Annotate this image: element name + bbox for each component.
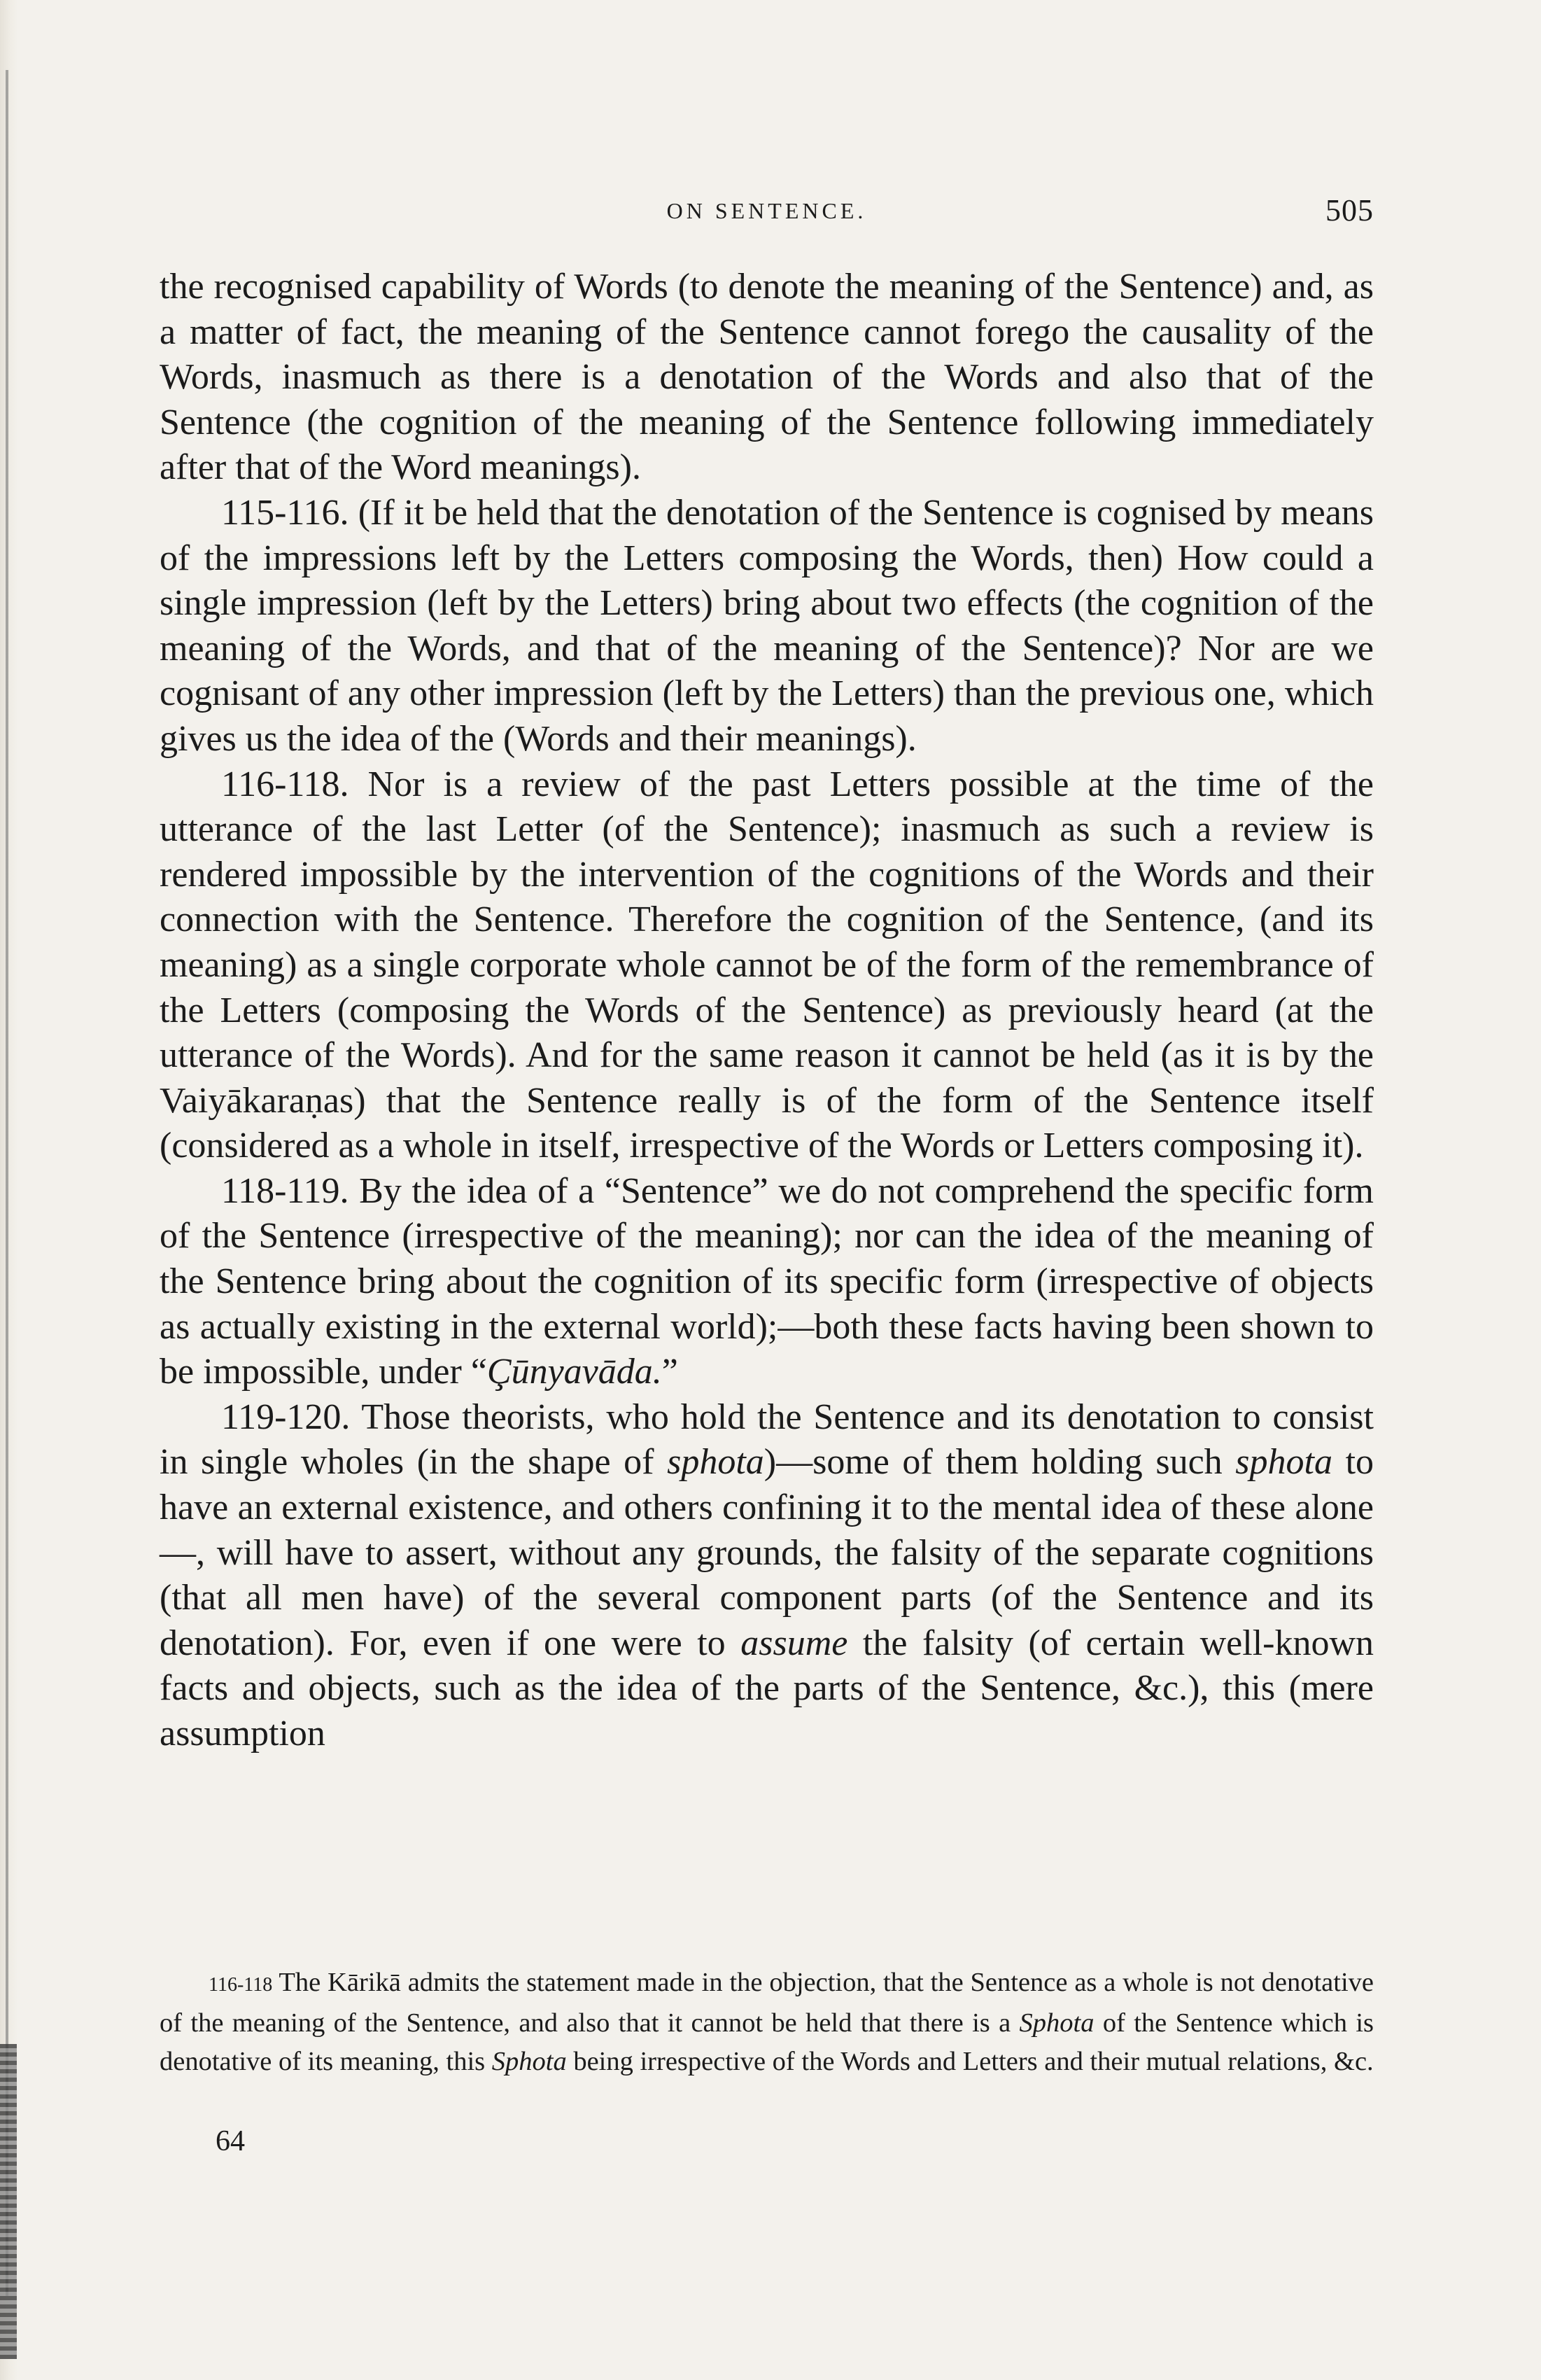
binding-scan-artifact <box>0 2044 17 2359</box>
footnote <box>160 1963 1374 2081</box>
verse-number: 119-120. <box>221 1396 351 1437</box>
paragraph-116-118 <box>160 762 1374 1169</box>
italic-term: sphota <box>1235 1442 1332 1483</box>
page-header <box>160 192 1374 234</box>
paragraph-text: to have an external existence, and others confining it to the mental idea of these alone—, will have to assert, without any grounds, the falsity of the separate cognitions (that all men have) of the several component parts (of the Sentence and its denotation). For, even if one were to <box>160 1442 1374 1663</box>
footnote-marker: 116-118 <box>209 1974 273 1996</box>
paragraph-text: (If it be held that the denotation of the Sentence is cognised by means of the impressions left by the Letters composing the Words, then) How could a single impression (left by the Letters) bring about two effects (the cognition of the meaning of the Words, and that of the meaning of the Sentence)? Nor are we cognisant of any other impression (left by the Letters) than the previous one, which gives us the idea of the (Words and their meanings). <box>160 492 1374 759</box>
paragraph-text: )—some of them holding such <box>764 1442 1223 1483</box>
paragraph-text: the falsity (of certain well-known facts and objects, such as the idea of the parts of the Sentence, &c.), this (mere assumption <box>160 1623 1374 1754</box>
paragraph-115-116 <box>160 491 1374 762</box>
footnote-text: The Kārikā admits the statement made in the objection, that the Sentence as a whole is not denotative of the meaning of the Sentence, and also that it cannot be held that there is a <box>160 1968 1374 2038</box>
page-number: 505 <box>1325 193 1374 227</box>
footnote-paragraph <box>160 1963 1374 2081</box>
running-head: ON SENTENCE. <box>666 198 867 223</box>
footnote-text: being irrespective of the Words and Letters and their mutual relations, &c. <box>573 2047 1374 2076</box>
italic-term: Sphota <box>491 2047 567 2076</box>
verse-number: 118-119. <box>221 1170 349 1211</box>
italic-term: sphota <box>667 1442 764 1483</box>
paragraph-119-120 <box>160 1395 1374 1757</box>
italic-term: Sphota <box>1019 2008 1095 2038</box>
main-text <box>160 265 1374 1757</box>
italic-term: assume <box>740 1623 848 1663</box>
verse-number: 116-118. <box>221 764 349 804</box>
paragraph-continuation <box>160 265 1374 491</box>
paragraph-text: By the idea of a “Sentence” we do not comprehend the specific form of the Sentence (irrespective of the meaning); nor can the idea of the meaning of the Sentence bring about the cognition of its specific form (irrespective of objects as actually existing in the external world);—both these facts having been shown to be impossible, under “ <box>160 1170 1374 1392</box>
paragraph-text: Nor is a review of the past Letters possible at the time of the utterance of the last Letter (of the Sentence); inasmuch as such a review is rendered impossible by the intervention of the cognitions of the Words and their connection with the Sentence. Therefore the cognition of the Sentence, (and its meaning) as a single corporate whole cannot be of the form of the remembrance of the Letters (composing the Words of the Sentence) as previously heard (at the utterance of the Words). And for the same reason it cannot be held (as it is by the Vaiyākaraṇas) that the Sentence really is of the form of the Sentence itself (considered as a whole in itself, irrespective of the Words or Letters composing it). <box>160 764 1374 1166</box>
binding-shadow-line <box>6 70 8 2296</box>
paragraph-118-119 <box>160 1169 1374 1395</box>
paragraph-text: Those theorists, who hold the Sentence and its denotation to consist in single wholes (in the shape of <box>160 1396 1374 1483</box>
verse-number: 115-116. <box>221 492 349 533</box>
footnote-text: of the Sentence which is denotative of its meaning, this <box>160 2008 1374 2076</box>
closing-quote: ” <box>661 1352 678 1392</box>
signature-mark: 64 <box>216 2125 245 2157</box>
work-title: Çūnyavāda. <box>486 1352 662 1392</box>
page-binding-edge <box>0 0 18 2380</box>
paragraph-text: the recognised capability of Words (to denote the meaning of the Sentence) and, as a matter of fact, the meaning of the Sentence cannot forego the causality of the Words, inasmuch as there is a denotation of the Words and also that of the Sentence (the cognition of the meaning of the Sentence following immediately after that of the Word meanings). <box>160 267 1374 488</box>
